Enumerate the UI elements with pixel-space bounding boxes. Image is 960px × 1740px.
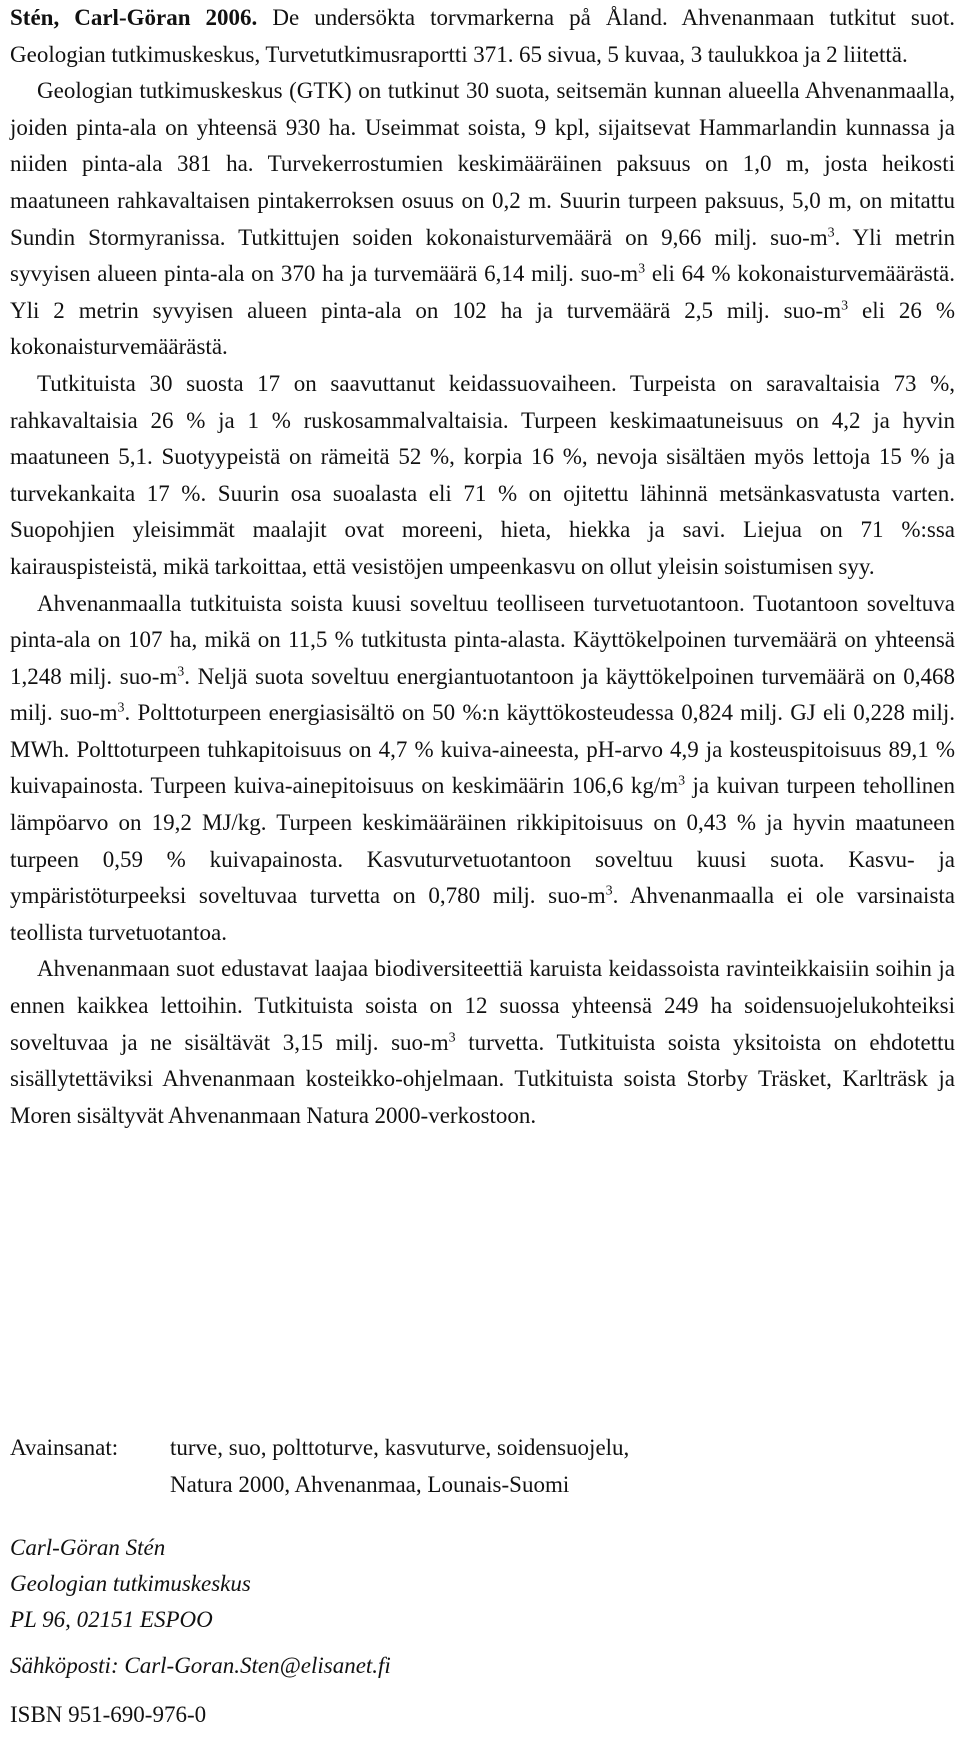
isbn: ISBN 951-690-976-0 (10, 1702, 207, 1727)
bib-details: De undersökta torvmarkerna på Åland. Ahvenanmaan tutkitut suot. Geologian tutkimuskeskus, Turvetutkimusraportti 371. 65 sivua, 5 kuvaa, 3 taulukkoa ja 2 liitettä. (10, 5, 956, 67)
document-page (10, 0, 956, 1727)
author-email: Sähköposti: Carl-Goran.Sten@elisanet.fi (10, 1653, 391, 1678)
abstract-paragraph-4: Ahvenanmaan suot edustavat laajaa biodiversiteettiä karuista keidassoista ravinteikkaisiin soihin ja ennen kaikkea lettoihin. Tutkituista soista on 12 suossa yhteensä 249 ha soidensuojelukohteiksi soveltuvaa ja ne sisältävät 3,15 milj. suo-$m^3$ turvetta. Tutkituista soista yksitoista on ehdotettu sisällytettäviksi Ahvenanmaan kosteikko-ohjelmaan. Tutkituista soista Storby Träsket, Karlträsk ja Moren sisältyvät Ahvenanmaan Natura 2000-verkostoon. (10, 956, 955, 1128)
abstract (10, 0, 955, 1134)
superscript: 3 (678, 773, 686, 789)
keywords-line: Natura 2000, Ahvenanmaa, Lounais-Suomi (170, 1471, 570, 1497)
superscript: 3 (117, 700, 125, 716)
keywords-label: Avainsanat: (10, 1435, 119, 1460)
abstract-paragraph-3: Ahvenanmaalla tutkituista soista kuusi soveltuu teolliseen turvetuotantoon. Tuotantoon soveltuva pinta-ala on 107 ha, mikä on 11,5 % tutkitusta pinta-alasta. Käyttökelpoinen turvemäärä on yhteensä 1,248 milj. suo-$m^3$. Neljä suota soveltuu energiantuotantoon ja käyttökelpoinen turvemäärä on 0,468 milj. suo-$m^3$. Polttoturpeen energiasisältö on 50 %:n käyttökosteudessa 0,824 milj. GJ eli 0,228 milj. MWh. Polttoturpeen tuhkapitoisuus on 4,7 % kuiva-aineesta, pH-arvo 4,9 ja kosteuspitoisuus 89,1 % kuivapainosta. Turpeen kuiva-ainepitoisuus on keskimäärin 106,6 $kg/m^3$ ja kuivan turpeen tehollinen lämpöarvo on 19,2 MJ/kg. Turpeen keskimääräinen rikkipitoisuus on 0,43 % ja hyvin maatuneen turpeen 0,59 % kuivapainosta. Kasvuturvetuotantoon soveltuu kuusi suota. Kasvu- ja ympäristöturpeeksi soveltuvaa turvetta on 0,780 milj. suo-$m^3$. Ahvenanmaalla ei ole varsinaista teollista turvetuotantoa. (10, 590, 956, 945)
author-organization: Geologian tutkimuskeskus (10, 1571, 251, 1596)
abstract-paragraph-2: Tutkituista 30 suosta 17 on saavuttanut keidassuovaiheen. Turpeista on saravaltaisia 73 %, rahkavaltaisia 26 % ja 1 % ruskosammalvaltaisia. Turpeen keskimaatuneisuus on 4,2 ja hyvin maatuneen 5,1. Suotyypeistä on rämeitä 52 %, korpia 16 %, nevoja sisältäen myös lettoja 15 % ja turvekankaita 17 %. Suurin osa suoalasta eli 71 % on ojitettu lähinnä metsänkasvatusta varten. Suopohjien yleisimmät maalajit ovat moreeni, hieta, hiekka ja savi. Liejua on 71 %:ssa kairauspisteistä, mikä tarkoittaa, että vesistöjen umpeenkasvu on ollut yleisin soistumisen syy. (10, 370, 955, 579)
superscript: 3 (638, 261, 646, 277)
superscript: 3 (827, 224, 835, 240)
abstract-paragraph-1: Geologian tutkimuskeskus (GTK) on tutkinut 30 suota, seitsemän kunnan alueella Ahvenanmaalla, joiden pinta-ala on yhteensä 930 ha. Useimmat soista, 9 kpl, sijaitsevat Hammarlandin kunnassa ja niiden pinta-ala 381 ha. Turvekerrostumien keskimääräinen paksuus on 1,0 m, josta heikosti maatuneen rahkavaltaisen pintakerroksen osuus on 0,2 m. Suurin turpeen paksuus, 5,0 m, on mitattu Sundin Stormyranissa. Tutkittujen soiden kokonaisturvemäärä on 9,66 milj. suo-$m^3$. Yli metrin syvyisen alueen pinta-ala on 370 ha ja turvemäärä 6,14 milj. suo-$m^3$ eli 64 % kokonaisturvemäärästä. Yli 2 metrin syvyisen alueen pinta-ala on 102 ha ja turvemäärä 2,5 milj. suo-$m^3$ eli 26 % kokonaisturvemäärästä. (10, 78, 955, 360)
superscript: 3 (177, 664, 185, 680)
superscript: 3 (448, 1029, 456, 1045)
bibliographic-reference (10, 0, 955, 73)
superscript: 3 (841, 298, 849, 314)
author-name: Carl-Göran Stén (10, 1535, 166, 1560)
bib-author: Stén, Carl-Göran 2006. (10, 5, 258, 30)
keywords-line: turve, suo, polttoturve, kasvuturve, soidensuojelu, (170, 1435, 630, 1460)
keywords-list (170, 1430, 950, 1503)
superscript: 3 (605, 883, 613, 899)
author-address: PL 96, 02151 ESPOO (10, 1607, 213, 1632)
author-contact (10, 1530, 610, 1684)
